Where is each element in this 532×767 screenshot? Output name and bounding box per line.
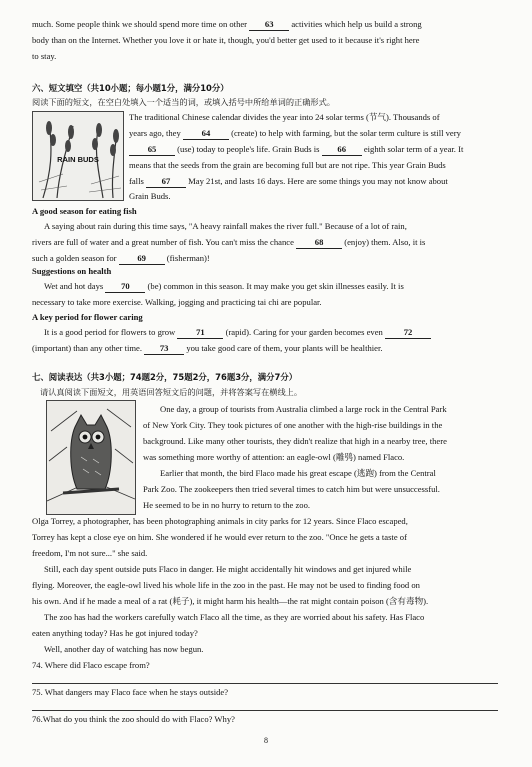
blank-66[interactable]: 66 <box>322 144 362 156</box>
zoo-line-1: The zoo has had the workers carefully watch Flaco all the time, as they are worried about his safety. Has Flaco <box>44 612 425 622</box>
flower-line-2: (important) than any other time. 73 you take good care of them, your plants will be healthier. <box>32 343 383 353</box>
section-7-heading: 七、阅读表达（共3小题；74题2分，75题2分，76题3分，满分7分） <box>32 372 298 382</box>
danger-line-1: Still, each day spent outside puts Flaco in danger. He might accidentally hit windows and get injured while <box>44 564 412 574</box>
zoo-line-3: Well, another day of watching has now begun. <box>44 644 204 654</box>
blank-64[interactable]: 64 <box>183 128 229 140</box>
question-76: 76.What do you think the zoo should do with Flaco? Why? <box>32 714 235 724</box>
question-75: 75. What dangers may Flaco face when he stays outside? <box>32 687 229 697</box>
section-6-instruction: 阅读下面的短文，在空白处填入一个适当的词，或填入括号中所给单词的正确形式。 <box>32 97 335 107</box>
blank-63[interactable]: 63 <box>249 19 289 31</box>
blank-68[interactable]: 68 <box>296 237 342 249</box>
story-line-3: background. Like many other tourists, they didn't realize that high in a nearby tree, there <box>143 436 447 446</box>
blank-69[interactable]: 69 <box>119 253 165 265</box>
blank-70[interactable]: 70 <box>105 281 145 293</box>
grain-buds-image <box>32 111 124 201</box>
passage-6-line-4: means that the seeds from the grain are becoming full but are not ripe. This year Grain Buds <box>129 160 446 170</box>
page-number: 8 <box>264 736 268 745</box>
blank-73[interactable]: 73 <box>144 343 184 355</box>
danger-line-3: his own. And if he made a meal of a rat (耗子), it might harm his health—the rat might contain poison (含有毒物). <box>32 596 429 606</box>
section-7-instruction: 请认真阅读下面短文，用英语回答短文后的问题，并将答案写在横线上。 <box>40 387 303 397</box>
subheading-health: Suggestions on health <box>32 266 112 276</box>
story-line-2: of New York City. They took pictures of one another with the high-rise buildings in the <box>143 420 443 430</box>
fish-line-1: A saying about rain during this time says, "A heavy rainfall makes the river full." Because of a lot of rain, <box>44 221 407 231</box>
answer-line-74[interactable] <box>32 683 498 684</box>
story-line-7: He seemed to be in no hurry to return to the zoo. <box>143 500 311 510</box>
owl-illustration-icon <box>47 401 135 514</box>
story-line-1: One day, a group of tourists from Australia climbed a large rock in the Central Park <box>160 404 447 414</box>
answer-line-75[interactable] <box>32 710 498 711</box>
blank-72[interactable]: 72 <box>385 327 431 339</box>
zoo-line-2: eaten anything today? Has he got injured today? <box>32 628 198 638</box>
danger-line-2: flying. Moreover, the eagle-owl lived his whole life in the zoo in the past. He may not be used to finding food on <box>32 580 420 590</box>
subheading-fish: A good season for eating fish <box>32 206 137 216</box>
blank-65[interactable]: 65 <box>129 144 175 156</box>
story-line-5: Earlier that month, the bird Flaco made his great escape (逃跑) from the Central <box>160 468 436 478</box>
passage-6-line-3: 65 (use) today to people's life. Grain Buds is 66 eighth solar term of a year. It <box>129 143 463 156</box>
flower-line-1: It is a good period for flowers to grow 71 (rapid). Caring for your garden becomes even 72 <box>44 326 431 339</box>
intro-line-3: to stay. <box>32 51 57 61</box>
blank-71[interactable]: 71 <box>177 327 223 339</box>
eagle-owl-image <box>46 400 136 515</box>
health-line-1: Wet and hot days 70 (be) common in this season. It may make you get skin illnesses easily. It is <box>44 281 404 291</box>
passage-6-line-1: The traditional Chinese calendar divides the year into 24 solar terms (节气). Thousands of <box>129 112 440 122</box>
story-line-4: was something more worthy of attention: an eagle-owl (雕鸮) named Flaco. <box>143 452 405 462</box>
passage-6-line-6: Grain Buds. <box>129 191 171 201</box>
intro-line-1: much. Some people think we should spend more time on other 63 activities which help us build a strong <box>32 19 422 29</box>
fish-line-3: such a golden season for 69 (fisherman)! <box>32 253 210 263</box>
section-6-heading: 六、短文填空（共10小题；每小题1分，满分10分） <box>32 83 229 93</box>
question-74: 74. Where did Flaco escape from? <box>32 660 150 670</box>
passage-6-line-5: falls 67 May 21st, and lasts 16 days. Here are some things you may not know about <box>129 176 448 186</box>
subheading-flower: A key period for flower caring <box>32 312 143 322</box>
blank-67[interactable]: 67 <box>146 176 186 188</box>
passage-6-line-2: years ago, they 64 (create) to help with farming, but the solar term culture is still very <box>129 128 461 138</box>
health-line-2: necessary to take more exercise. Walking, jogging and practicing tai chi are popular. <box>32 297 322 307</box>
intro-line-2: body than on the Internet. Whether you love it or hate it, though, you'd better get used to it because it's right here <box>32 35 420 45</box>
torrey-line-3: freedom, I'm not sure..." she said. <box>32 548 148 558</box>
image-caption-text: RAIN BUDS <box>57 155 99 164</box>
torrey-line-2: Torrey has kept a close eye on him. She wondered if he would ever return to the zoo. "Once he gets a taste of <box>32 532 407 542</box>
torrey-line-1: Olga Torrey, a photographer, has been photographing animals in city parks for 12 years. Since Flaco escaped, <box>32 516 408 526</box>
wheat-illustration-icon <box>33 112 123 200</box>
story-line-6: Park Zoo. The zookeepers then tried several times to catch him but were unsuccessful. <box>143 484 440 494</box>
fish-line-2: rivers are full of water and a great number of fish. You can't miss the chance 68 (enjoy) them. Also, it is <box>32 237 426 247</box>
